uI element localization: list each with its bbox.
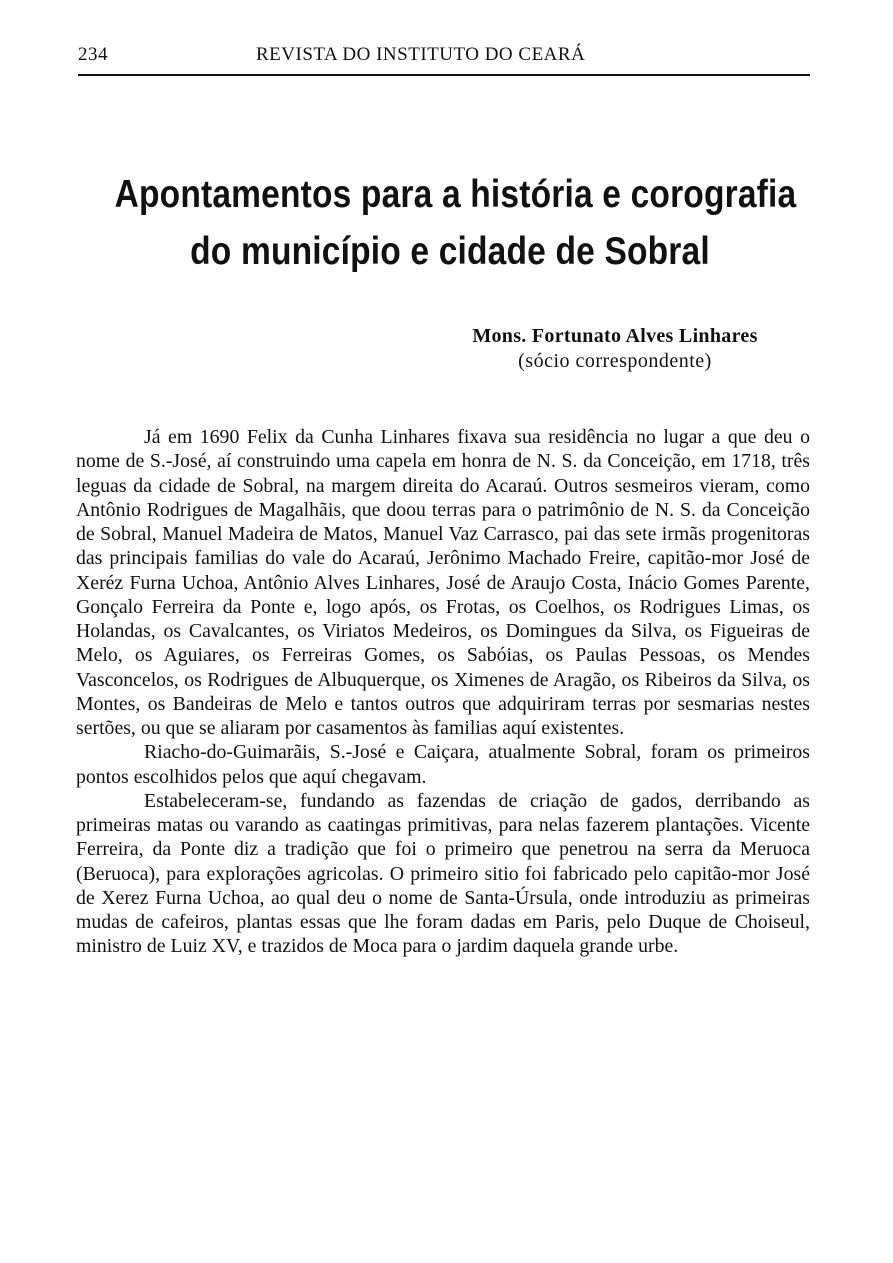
- article-body: [76, 425, 810, 959]
- paragraph-2: Riacho-do-Guimarãis, S.-José e Caiçara, atualmente Sobral, foram os primeiros pontos escolhidos pelos que aquí chegavam.: [76, 741, 810, 788]
- author-role: (sócio correspondente): [518, 350, 712, 372]
- running-header: [78, 40, 810, 76]
- article-title: [114, 166, 797, 280]
- title-line-2: do município e cidade de Sobral: [190, 230, 710, 273]
- journal-name: REVISTA DO INSTITUTO DO CEARÁ: [256, 44, 586, 65]
- paragraph-3: Estabeleceram-se, fundando as fazendas de criação de gados, derribando as primeiras matas ou varando as caatingas primitivas, para nelas fazerem plantações. Vicente Ferreira, da Ponte diz a tradição que foi o primeiro que penetrou na serra da Meruoca (Beruoca), para explorações agricolas. O primeiro sitio foi fabricado pelo capitão-mor José de Xerez Furna Uchoa, ao qual deu o nome de Santa-Úrsula, onde introduziu as primeiras mudas de cafeiros, plantas essas que lhe foram dadas em Paris, pelo Duque de Choiseul, ministro de Luiz XV, e trazidos de Moca para o jardim daquela grande urbe.: [76, 789, 810, 958]
- page-number: 234: [78, 44, 108, 65]
- title-line-1: Apontamentos para a história e corografia: [114, 173, 797, 216]
- byline: [420, 324, 810, 374]
- paragraph-1: Já em 1690 Felix da Cunha Linhares fixava sua residência no lugar a que deu o nome de S.-José, aí construindo uma capela em honra de N. S. da Conceição, em 1718, três leguas da cidade de Sobral, na margem direita do Acaraú. Outros sesmeiros vieram, como Antônio Rodrigues de Magalhãis, que doou terras para o patrimônio de N. S. da Conceição de Sobral, Manuel Madeira de Matos, Manuel Vaz Carrasco, pai das sete irmãs progenitoras das principais familias do vale do Acaraú, Jerônimo Machado Freire, capitão-mor José de Xeréz Furna Uchoa, Antônio Alves Linhares, José de Araujo Costa, Inácio Gomes Parente, Gonçalo Ferreira da Ponte e, logo após, os Frotas, os Coelhos, os Rodrigues Limas, os Holandas, os Cavalcantes, os Viriatos Medeiros, os Domingues da Silva, os Figueiras de Melo, os Aguiares, os Ferreiras Gomes, os Sabóias, os Paulas Pessoas, os Mendes Vasconcelos, os Rodrigues de Albuquerque, os Ximenes de Aragão, os Ribeiros da Silva, os Montes, os Bandeiras de Melo e tantos outros que adquiriram terras por sesmarias nestes sertões, ou que se aliaram por casamentos às familias aquí existentes.: [76, 426, 810, 739]
- author-name: Mons. Fortunato Alves Linhares: [472, 325, 758, 347]
